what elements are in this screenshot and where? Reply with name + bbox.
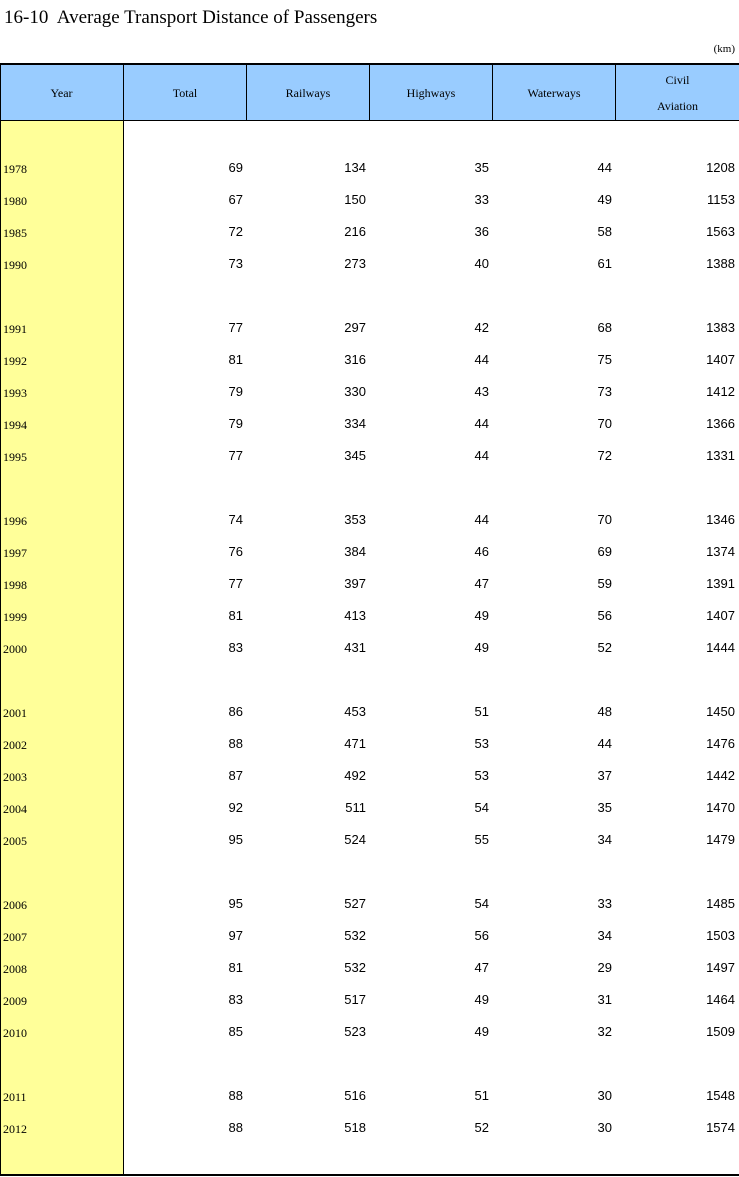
header-highways [370, 65, 493, 120]
table-row [0, 824, 739, 856]
year-cell: 2001 [3, 706, 27, 720]
highways-cell: 49 [474, 640, 489, 655]
civil-aviation-cell: 1374 [706, 544, 735, 559]
civil-aviation-cell: 1548 [706, 1088, 735, 1103]
civil-aviation-cell: 1485 [706, 896, 735, 911]
civil-aviation-cell: 1470 [706, 800, 735, 815]
waterways-cell: 61 [597, 256, 612, 271]
highways-cell: 51 [474, 704, 489, 719]
railways-cell: 297 [344, 320, 366, 335]
railways-cell: 431 [344, 640, 366, 655]
year-cell: 1980 [3, 194, 27, 208]
civil-aviation-cell: 1391 [706, 576, 735, 591]
waterways-cell: 30 [597, 1120, 612, 1135]
year-cell: 2002 [3, 738, 27, 752]
year-cell: 2004 [3, 802, 27, 816]
total-cell: 86 [228, 704, 243, 719]
civil-aviation-cell: 1450 [706, 704, 735, 719]
total-cell: 73 [228, 256, 243, 271]
railways-cell: 516 [344, 1088, 366, 1103]
year-cell: 1978 [3, 162, 27, 176]
highways-cell: 51 [474, 1088, 489, 1103]
table-row [0, 376, 739, 408]
railways-cell: 413 [344, 608, 366, 623]
header-railways [247, 65, 370, 120]
total-cell: 88 [228, 736, 243, 751]
highways-cell: 49 [474, 1024, 489, 1039]
year-cell: 1996 [3, 514, 27, 528]
civil-aviation-cell: 1407 [706, 608, 735, 623]
table-row [0, 536, 739, 568]
total-cell: 79 [228, 384, 243, 399]
header-civil-aviation-line1: Civil [665, 72, 690, 87]
total-cell: 81 [228, 608, 243, 623]
header-year [0, 65, 124, 120]
table-row [0, 1016, 739, 1048]
highways-cell: 43 [474, 384, 489, 399]
highways-cell: 42 [474, 320, 489, 335]
year-cell: 2011 [3, 1090, 27, 1104]
year-cell: 2000 [3, 642, 27, 656]
railways-cell: 134 [344, 160, 366, 175]
year-cell: 1995 [3, 450, 27, 464]
highways-cell: 44 [474, 512, 489, 527]
railways-cell: 524 [344, 832, 366, 847]
header-total [124, 65, 247, 120]
total-cell: 67 [228, 192, 243, 207]
total-cell: 77 [228, 576, 243, 591]
civil-aviation-cell: 1563 [706, 224, 735, 239]
highways-cell: 53 [474, 768, 489, 783]
waterways-cell: 75 [597, 352, 612, 367]
table-header [0, 63, 739, 121]
total-cell: 88 [228, 1120, 243, 1135]
total-cell: 76 [228, 544, 243, 559]
table-row [0, 728, 739, 760]
waterways-cell: 44 [597, 160, 612, 175]
table-row [0, 568, 739, 600]
highways-cell: 56 [474, 928, 489, 943]
year-cell: 1993 [3, 386, 27, 400]
highways-cell: 40 [474, 256, 489, 271]
railways-cell: 517 [344, 992, 366, 1007]
waterways-cell: 34 [597, 928, 612, 943]
total-cell: 81 [228, 352, 243, 367]
highways-cell: 44 [474, 416, 489, 431]
civil-aviation-cell: 1331 [706, 448, 735, 463]
table-row [0, 1112, 739, 1144]
waterways-cell: 58 [597, 224, 612, 239]
waterways-cell: 68 [597, 320, 612, 335]
civil-aviation-cell: 1208 [706, 160, 735, 175]
year-cell: 2012 [3, 1122, 27, 1136]
table-row [0, 440, 739, 472]
table-row [0, 952, 739, 984]
total-cell: 95 [228, 832, 243, 847]
total-cell: 83 [228, 640, 243, 655]
railways-cell: 316 [344, 352, 366, 367]
table-row [0, 152, 739, 184]
highways-cell: 35 [474, 160, 489, 175]
waterways-cell: 70 [597, 512, 612, 527]
civil-aviation-cell: 1388 [706, 256, 735, 271]
year-cell: 2010 [3, 1026, 27, 1040]
highways-cell: 49 [474, 608, 489, 623]
header-highways-label: Highways [406, 85, 456, 100]
railways-cell: 330 [344, 384, 366, 399]
civil-aviation-cell: 1442 [706, 768, 735, 783]
civil-aviation-cell: 1476 [706, 736, 735, 751]
highways-cell: 54 [474, 896, 489, 911]
unit-label: (km) [713, 43, 735, 55]
civil-aviation-cell: 1366 [706, 416, 735, 431]
civil-aviation-cell: 1503 [706, 928, 735, 943]
total-cell: 92 [228, 800, 243, 815]
waterways-cell: 33 [597, 896, 612, 911]
total-cell: 77 [228, 448, 243, 463]
highways-cell: 46 [474, 544, 489, 559]
year-cell: 2009 [3, 994, 27, 1008]
header-civil-aviation [616, 65, 739, 120]
year-cell: 1985 [3, 226, 27, 240]
table-bottom-border [0, 1174, 739, 1176]
total-cell: 97 [228, 928, 243, 943]
highways-cell: 44 [474, 448, 489, 463]
civil-aviation-cell: 1444 [706, 640, 735, 655]
railways-cell: 216 [344, 224, 366, 239]
year-cell: 2006 [3, 898, 27, 912]
civil-aviation-cell: 1509 [706, 1024, 735, 1039]
total-cell: 95 [228, 896, 243, 911]
total-cell: 83 [228, 992, 243, 1007]
highways-cell: 44 [474, 352, 489, 367]
railways-cell: 471 [344, 736, 366, 751]
table-row [0, 1080, 739, 1112]
total-cell: 88 [228, 1088, 243, 1103]
railways-cell: 523 [344, 1024, 366, 1039]
railways-cell: 273 [344, 256, 366, 271]
year-cell: 1991 [3, 322, 27, 336]
table-row [0, 792, 739, 824]
railways-cell: 532 [344, 960, 366, 975]
railways-cell: 492 [344, 768, 366, 783]
header-civil-aviation-line2: Aviation [656, 98, 699, 113]
table-row [0, 920, 739, 952]
waterways-cell: 52 [597, 640, 612, 655]
table-row [0, 888, 739, 920]
year-cell: 1999 [3, 610, 27, 624]
table-row [0, 344, 739, 376]
table-row [0, 600, 739, 632]
year-cell: 1997 [3, 546, 27, 560]
table-row [0, 184, 739, 216]
waterways-cell: 34 [597, 832, 612, 847]
civil-aviation-cell: 1383 [706, 320, 735, 335]
railways-cell: 150 [344, 192, 366, 207]
waterways-cell: 37 [597, 768, 612, 783]
year-cell: 1994 [3, 418, 27, 432]
total-cell: 79 [228, 416, 243, 431]
railways-cell: 511 [345, 800, 366, 815]
highways-cell: 54 [474, 800, 489, 815]
railways-cell: 345 [344, 448, 366, 463]
year-cell: 2003 [3, 770, 27, 784]
civil-aviation-cell: 1407 [706, 352, 735, 367]
highways-cell: 49 [474, 992, 489, 1007]
railways-cell: 532 [344, 928, 366, 943]
total-cell: 85 [228, 1024, 243, 1039]
civil-aviation-cell: 1497 [706, 960, 735, 975]
waterways-cell: 30 [597, 1088, 612, 1103]
civil-aviation-cell: 1346 [706, 512, 735, 527]
highways-cell: 53 [474, 736, 489, 751]
table-row [0, 696, 739, 728]
table-row [0, 504, 739, 536]
total-cell: 72 [228, 224, 243, 239]
highways-cell: 47 [474, 960, 489, 975]
railways-cell: 453 [344, 704, 366, 719]
header-railways-label: Railways [285, 85, 331, 100]
year-cell: 1990 [3, 258, 27, 272]
table-row [0, 984, 739, 1016]
table-row [0, 632, 739, 664]
waterways-cell: 32 [597, 1024, 612, 1039]
waterways-cell: 31 [597, 992, 612, 1007]
waterways-cell: 56 [597, 608, 612, 623]
year-cell: 2005 [3, 834, 27, 848]
waterways-cell: 49 [597, 192, 612, 207]
table-row [0, 408, 739, 440]
waterways-cell: 59 [597, 576, 612, 591]
waterways-cell: 70 [597, 416, 612, 431]
waterways-cell: 48 [597, 704, 612, 719]
total-cell: 77 [228, 320, 243, 335]
table-row [0, 216, 739, 248]
civil-aviation-cell: 1574 [706, 1120, 735, 1135]
railways-cell: 334 [344, 416, 366, 431]
header-waterways [493, 65, 616, 120]
waterways-cell: 69 [597, 544, 612, 559]
waterways-cell: 35 [597, 800, 612, 815]
waterways-cell: 44 [597, 736, 612, 751]
waterways-cell: 29 [597, 960, 612, 975]
waterways-cell: 72 [597, 448, 612, 463]
header-year-label: Year [50, 85, 73, 100]
civil-aviation-cell: 1153 [707, 192, 735, 207]
waterways-cell: 73 [597, 384, 612, 399]
table-row [0, 248, 739, 280]
total-cell: 87 [228, 768, 243, 783]
highways-cell: 33 [474, 192, 489, 207]
header-waterways-label: Waterways [527, 85, 581, 100]
total-cell: 74 [228, 512, 243, 527]
year-cell: 2008 [3, 962, 27, 976]
total-cell: 69 [228, 160, 243, 175]
civil-aviation-cell: 1412 [706, 384, 735, 399]
year-cell: 2007 [3, 930, 27, 944]
highways-cell: 47 [474, 576, 489, 591]
highways-cell: 36 [474, 224, 489, 239]
railways-cell: 518 [344, 1120, 366, 1135]
page-title: 16-10 Average Transport Distance of Passengers [4, 7, 378, 28]
header-total-label: Total [172, 85, 198, 100]
highways-cell: 52 [474, 1120, 489, 1135]
railways-cell: 397 [344, 576, 366, 591]
total-cell: 81 [228, 960, 243, 975]
civil-aviation-cell: 1479 [706, 832, 735, 847]
railways-cell: 353 [344, 512, 366, 527]
railways-cell: 527 [344, 896, 366, 911]
highways-cell: 55 [474, 832, 489, 847]
table-row [0, 312, 739, 344]
table-row [0, 760, 739, 792]
railways-cell: 384 [344, 544, 366, 559]
year-cell: 1992 [3, 354, 27, 368]
year-cell: 1998 [3, 578, 27, 592]
civil-aviation-cell: 1464 [706, 992, 735, 1007]
